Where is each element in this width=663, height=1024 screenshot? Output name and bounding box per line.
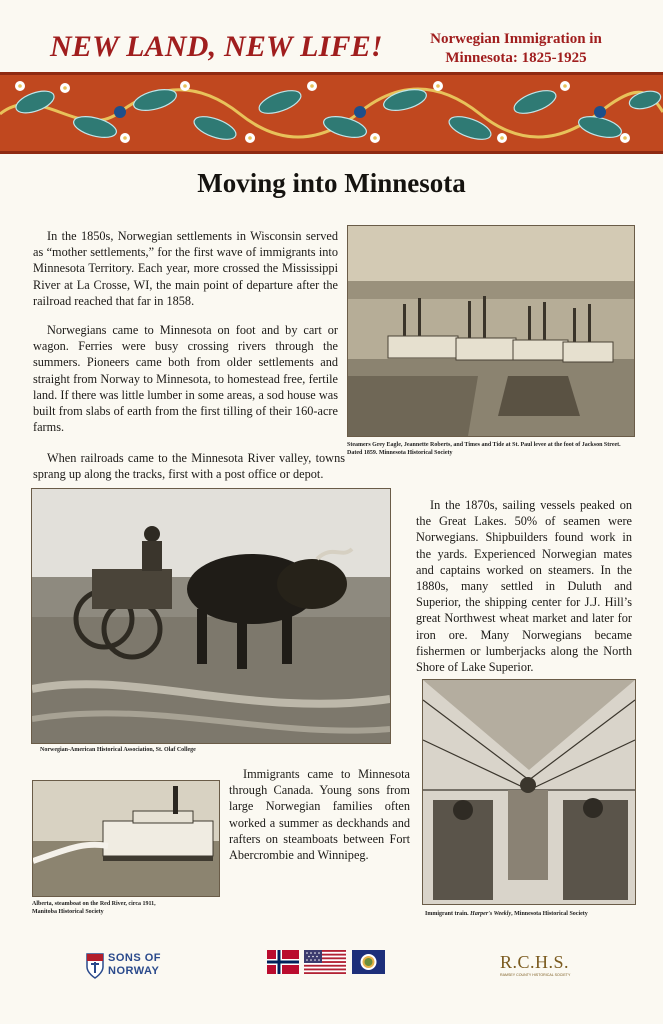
oxcart-caption: Norwegian-American Historical Association, St. Olaf College xyxy=(40,747,196,753)
alberta-steamboat-photo-image xyxy=(33,781,219,896)
paragraph-great-lakes: In the 1870s, sailing vessels peaked on the Great Lakes. 50% of seamen were Norwegians. Shipbuilders found work in the yards. Experienced Norwegian mates and captains worked on steamers. In the 1880s, many settled in Duluth and Superior, the shipping center for J.J. Hill’s great Northwest wheat market and later for iron ore. Many Norwegians became fishermen or lumberjacks along the North Shore of Lake Superior. xyxy=(416,498,632,675)
steamers-caption xyxy=(347,441,637,457)
paragraph-railroads: When railroads came to the Minnesota River valley, towns sprang up along the tracks, first with a post office or depot. xyxy=(33,451,345,482)
steamers-caption-line1: Steamers Grey Eagle, Jeannette Roberts, and Times and Tide at St. Paul levee at the foot of Jackson Street. xyxy=(347,442,621,448)
rosemaling-band xyxy=(0,72,663,154)
sons-of-norway-shield-icon xyxy=(86,953,104,979)
oxcart-photo xyxy=(31,488,391,744)
sons-of-norway-logo xyxy=(86,951,171,981)
usa-flag-icon xyxy=(304,950,346,974)
minnesota-flag-icon xyxy=(352,950,385,974)
page-heading: Moving into Minnesota xyxy=(197,168,466,198)
paragraph-mother-settlements: In the 1850s, Norwegian settlements in Wisconsin served as “mother settlements,” for the first wave of immigrants into Minnesota Territory. Each year, more crossed the Mississippi River at La Crosse, WI, the main point of departure after the railroad reached that far in 1858. xyxy=(33,229,338,308)
banner-title: NEW LAND, NEW LIFE! xyxy=(50,30,383,63)
train-caption-suffix: , Minnesota Historical Society xyxy=(511,911,588,917)
oxcart-photo-image xyxy=(32,489,390,743)
alberta-caption-line1: Alberta, steamboat on the Red River, circa 1911, xyxy=(32,901,156,907)
banner-subtitle-line2: Minnesota: 1825-1925 xyxy=(445,50,587,66)
paragraph-canada: Immigrants came to Minnesota through Canada. Young sons from large Norwegian families often worked a summer as deckhands and rafters on steamboats between Fort Abercrombie and Winnipeg. xyxy=(229,767,410,863)
steamers-photo xyxy=(347,225,635,437)
train-caption-prefix: Immigrant train. xyxy=(425,911,471,917)
immigrant-train-photo xyxy=(422,679,636,905)
alberta-caption xyxy=(32,900,222,916)
steamers-photo-image xyxy=(348,226,634,436)
sons-of-norway-line1: SONS OF xyxy=(108,952,162,964)
steamers-caption-line2: Dated 1859. Minnesota Historical Society xyxy=(347,450,453,456)
immigrant-train-photo-image xyxy=(423,680,635,904)
rchs-title: R.C.H.S. xyxy=(500,952,570,972)
paragraph-foot-and-cart: Norwegians came to Minnesota on foot and by cart or wagon. Ferries were busy crossing rivers through the summers. Pioneers came both from older settlements and straight from Norway to Minnesota, to homestead free, fertile land. If there was little lumber in some areas, a sod house was built from slabs of earth from the first tilling of their 160-acre farms. xyxy=(33,323,338,435)
alberta-steamboat-photo xyxy=(32,780,220,897)
norway-flag-icon xyxy=(267,950,299,974)
train-caption xyxy=(425,910,645,918)
sons-of-norway-line2: NORWAY xyxy=(108,965,160,977)
rchs-subtitle: RAMSEY COUNTY HISTORICAL SOCIETY xyxy=(500,973,571,977)
train-caption-italic: Harper's Weekly xyxy=(470,911,512,917)
rchs-logo xyxy=(500,952,580,982)
alberta-caption-line2: Manitoba Historical Society xyxy=(32,909,104,915)
banner-subtitle xyxy=(402,30,630,68)
banner-subtitle-line1: Norwegian Immigration in xyxy=(430,31,602,47)
